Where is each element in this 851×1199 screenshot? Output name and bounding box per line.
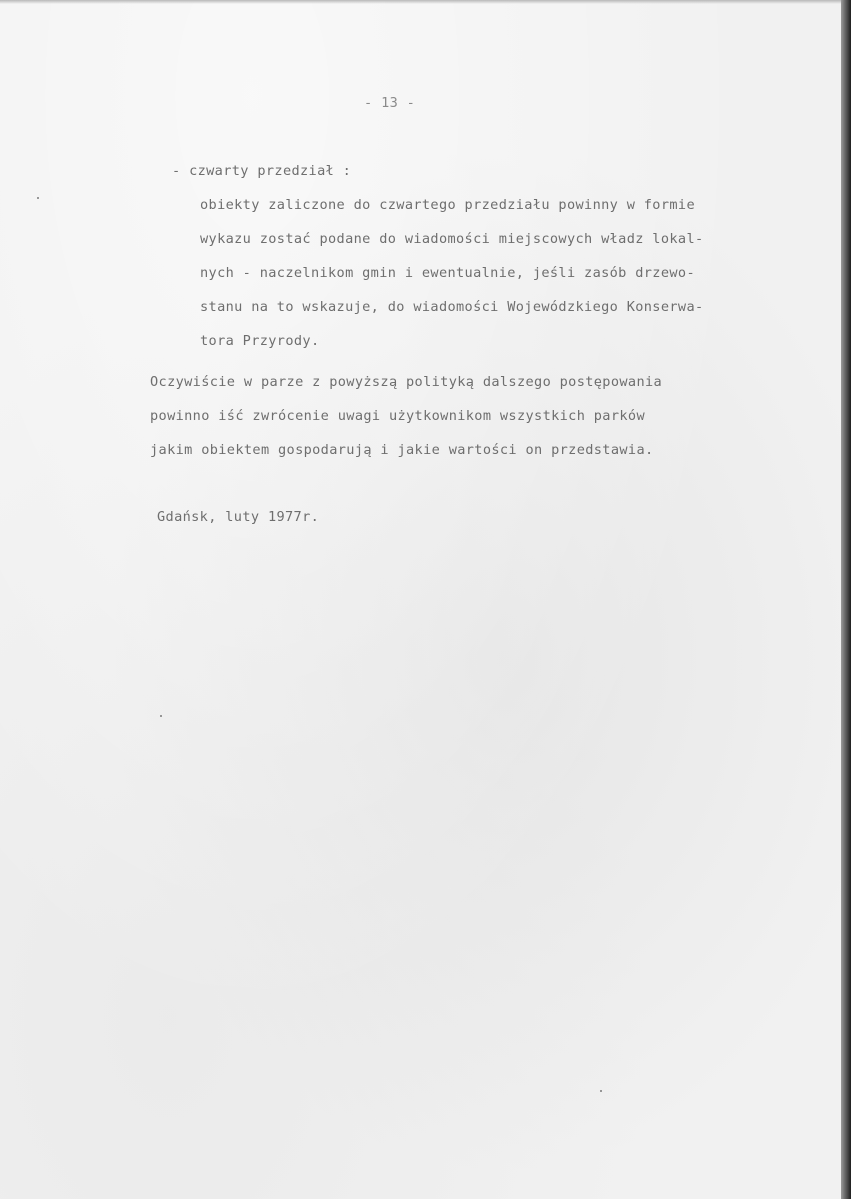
paragraph-line: Oczywiście w parze z powyższą polityką dalszego postępowania [150,374,663,390]
scan-right-edge [841,0,851,1199]
list-item-line: tora Przyrody. [200,333,320,349]
scan-top-edge [0,0,841,4]
paragraph-line: jakim obiektem gospodarują i jakie wartości on przedstawia. [150,442,654,458]
page-number: - 13 - [364,95,416,111]
scan-speck [600,1090,602,1092]
list-item-line: wykazu zostać podane do wiadomości miejscowych władz lokal- [200,231,704,247]
paragraph-line: powinno iść zwrócenie uwagi użytkownikom wszystkich parków [150,408,645,424]
list-item-line: nych - naczelnikom gmin i ewentualnie, jeśli zasób drzewo- [200,265,695,281]
list-item-heading: - czwarty przedział : [172,163,352,179]
place-date-signoff: Gdańsk, luty 1977r. [157,509,320,525]
list-item-line: stanu na to wskazuje, do wiadomości Wojewódzkiego Konserwa- [200,299,704,315]
list-item-line: obiekty zaliczone do czwartego przedziału powinny w formie [200,197,695,213]
scan-speck [160,715,162,717]
scan-speck [37,197,39,199]
